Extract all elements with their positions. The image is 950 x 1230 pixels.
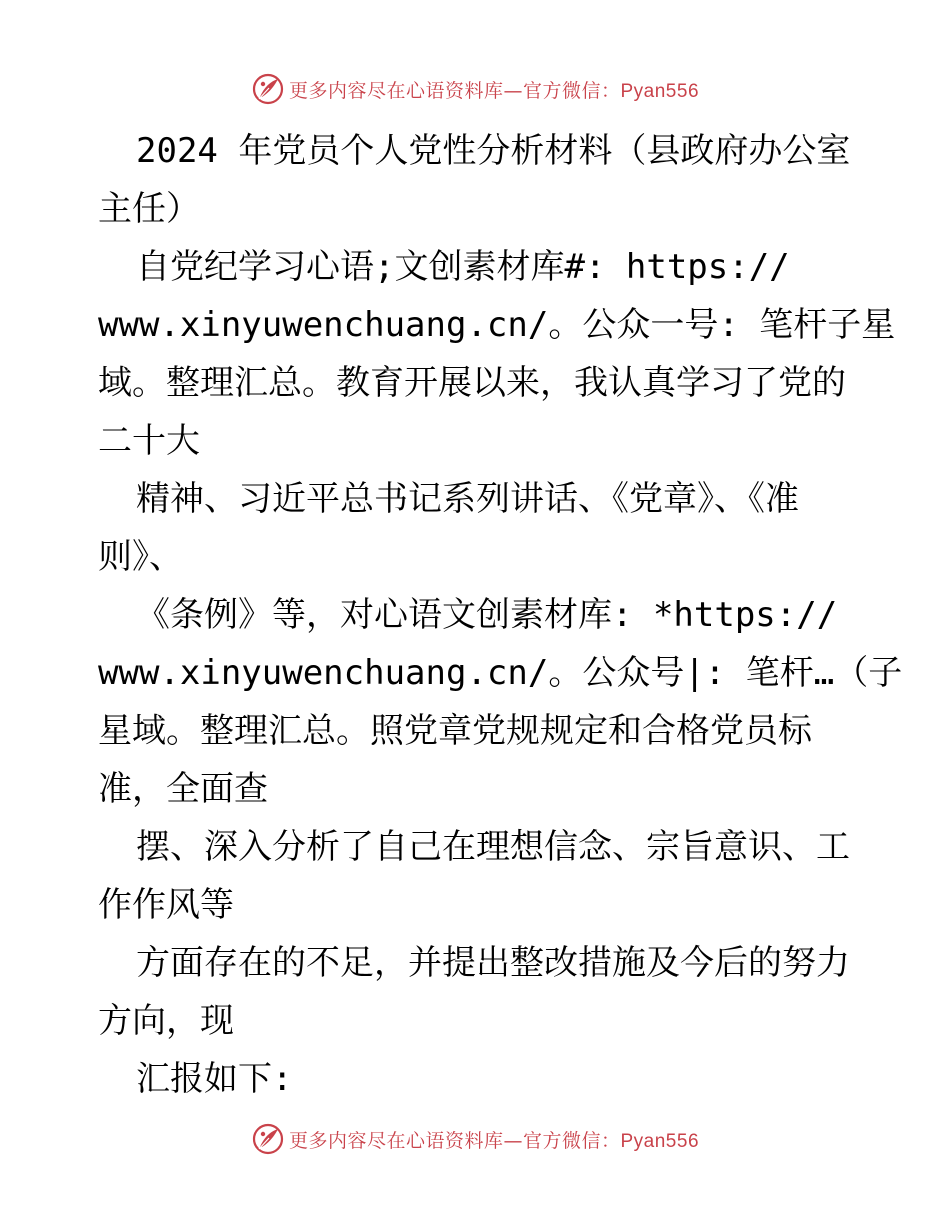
feather-logo-icon [251,72,285,106]
watermark-wechat-id: Pyan556 [620,1130,700,1152]
text-line: 域。整理汇总。教育开展以来，我认真学习了党的 [98,363,846,403]
feather-logo-icon [251,1122,285,1156]
footer-watermark [0,1122,950,1156]
watermark-wechat-id: Pyan556 [620,80,700,102]
text-line: 作作风等 [98,885,234,925]
watermark-label: 更多内容尽在心语资料库—官方微信： [288,1129,621,1152]
text-line: 《条例》等，对心语文创素材库: *https:// [136,595,838,635]
watermark-text [289,76,699,103]
text-line: 自党纪学习心语;文创素材库#: https:// [136,247,790,287]
text-line: 汇报如下: [136,1059,293,1099]
text-line: 二十大 [98,421,200,461]
text-line: www.xinyuwenchuang.cn/。公众号|: 笔杆…（子 [98,653,903,693]
text-line: 方面存在的不足，并提出整改措施及今后的努力 [136,943,850,983]
text-line: 摆、深入分析了自己在理想信念、宗旨意识、工 [136,827,850,867]
text-line: 则》、 [98,537,183,577]
text-line: 2024 年党员个人党性分析材料（县政府办公室 [136,131,851,171]
text-line: 准，全面查 [98,769,268,809]
text-line: 星域。整理汇总。照党章党规规定和合格党员标 [98,711,812,751]
watermark-label: 更多内容尽在心语资料库—官方微信： [288,79,621,102]
text-line: 方向，现 [98,1001,234,1041]
watermark-text [289,1126,699,1153]
document-body [98,122,903,1108]
header-watermark [0,72,950,106]
text-line: 精神、习近平总书记系列讲话、《党章》、《准 [136,479,799,519]
text-line: 主任） [98,189,200,229]
text-line: www.xinyuwenchuang.cn/。公众一号: 笔杆子星 [98,305,896,345]
